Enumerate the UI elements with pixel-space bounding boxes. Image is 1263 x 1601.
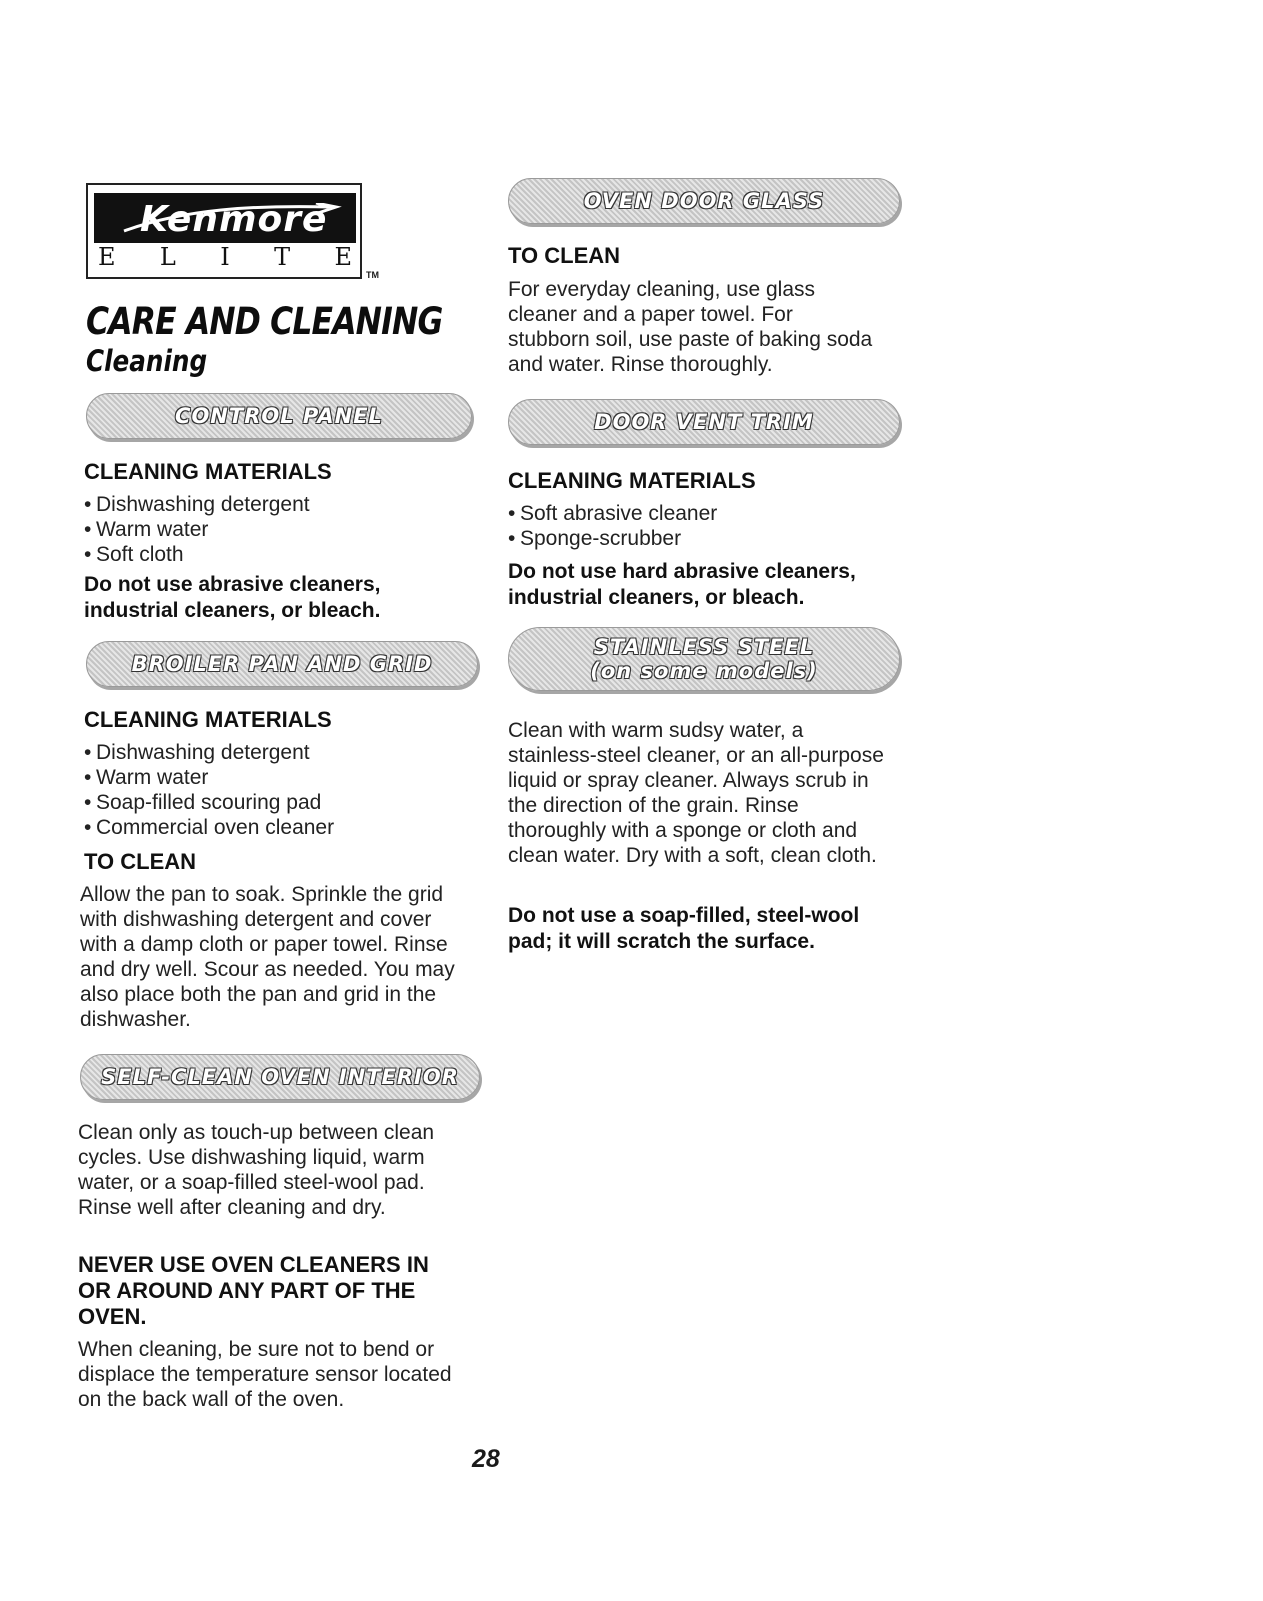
logo-letter: E [334,243,352,271]
door-vent-trim-warning: Do not use hard abrasive cleaners, industrial cleaners, or bleach. [508,560,856,609]
page-number: 28 [472,1445,500,1473]
broiler-materials [84,740,464,840]
self-clean-instructions: Clean only as touch-up between clean cycles. Use dishwashing liquid, warm water, or a soap-filled steel-wool pad. Rinse well after cleaning and dry. [78,1121,435,1219]
self-clean-warning: NEVER USE OVEN CLEANERS IN OR AROUND ANY PART OF THE OVEN. [78,1252,429,1329]
section-label-self-clean [80,1054,480,1100]
page-subtitle: Cleaning [86,344,208,378]
logo-letter: L [159,243,176,271]
list-item: • Soft abrasive cleaner [508,501,888,526]
oven-door-glass-heading: TO CLEAN [508,243,621,268]
section-label-door-vent-trim [508,399,900,445]
kenmore-elite-logo [86,183,362,279]
stainless-instructions: Clean with warm sudsy water, a stainless-steel cleaner, or an all-purpose liquid or spray cleaner. Always scrub in the direction of the grain. Rinse thoroughly with a sponge or cloth and clean water. Dry with a soft, clean cloth. [508,719,884,867]
list-item: • Dishwashing detergent [84,492,464,517]
door-vent-trim-materials [508,501,888,551]
list-item: • Dishwashing detergent [84,740,464,765]
oven-door-glass-instructions: For everyday cleaning, use glass cleaner and a paper towel. For stubborn soil, use paste of baking soda and water. Rinse thoroughly. [508,278,873,376]
section-label-text: DOOR VENT TRIM [594,410,814,434]
broiler-heading: CLEANING MATERIALS [84,707,332,732]
section-label-subtext: (on some models) [590,659,818,683]
door-vent-trim-heading: CLEANING MATERIALS [508,468,756,493]
control-panel-materials [84,492,464,567]
logo-letter: T [274,243,291,271]
logo-brand-name: Kenmore [140,199,328,240]
section-label-stainless-steel [508,627,900,691]
section-label-control-panel [86,393,472,439]
section-label-text: CONTROL PANEL [175,404,383,428]
list-item: • Soap-filled scouring pad [84,790,464,815]
control-panel-warning: Do not use abrasive cleaners, industrial cleaners, or bleach. [84,573,381,622]
list-item: • Commercial oven cleaner [84,815,464,840]
trademark-mark: TM [366,270,379,280]
section-label-text: OVEN DOOR GLASS [583,189,825,213]
section-label-text: STAINLESS STEEL [593,634,815,659]
list-item: • Warm water [84,517,464,542]
stainless-warning: Do not use a soap-filled, steel-wool pad; it will scratch the surface. [508,904,860,953]
self-clean-note: When cleaning, be sure not to bend or displace the temperature sensor located on the back wall of the oven. [78,1338,452,1411]
control-panel-heading: CLEANING MATERIALS [84,459,332,484]
logo-letter: E [98,243,116,271]
logo-black-band [94,193,356,243]
logo-letter: I [220,243,230,271]
list-item: • Soft cloth [84,542,464,567]
list-item: • Warm water [84,765,464,790]
section-label-text: BROILER PAN AND GRID [131,652,433,676]
broiler-to-clean-heading: TO CLEAN [84,849,197,874]
section-label-text: SELF-CLEAN OVEN INTERIOR [101,1065,459,1089]
broiler-instructions: Allow the pan to soak. Sprinkle the grid with dishwashing detergent and cover with a damp cloth or paper towel. Rinse and dry well. Scour as needed. You may also place both the pan and grid in the dishwasher. [80,883,455,1031]
section-label-broiler-pan [86,641,478,687]
list-item: • Sponge-scrubber [508,526,888,551]
section-label-oven-door-glass [508,178,900,224]
page-title: CARE AND CLEANING [86,300,443,343]
logo-elite-word [96,243,354,271]
